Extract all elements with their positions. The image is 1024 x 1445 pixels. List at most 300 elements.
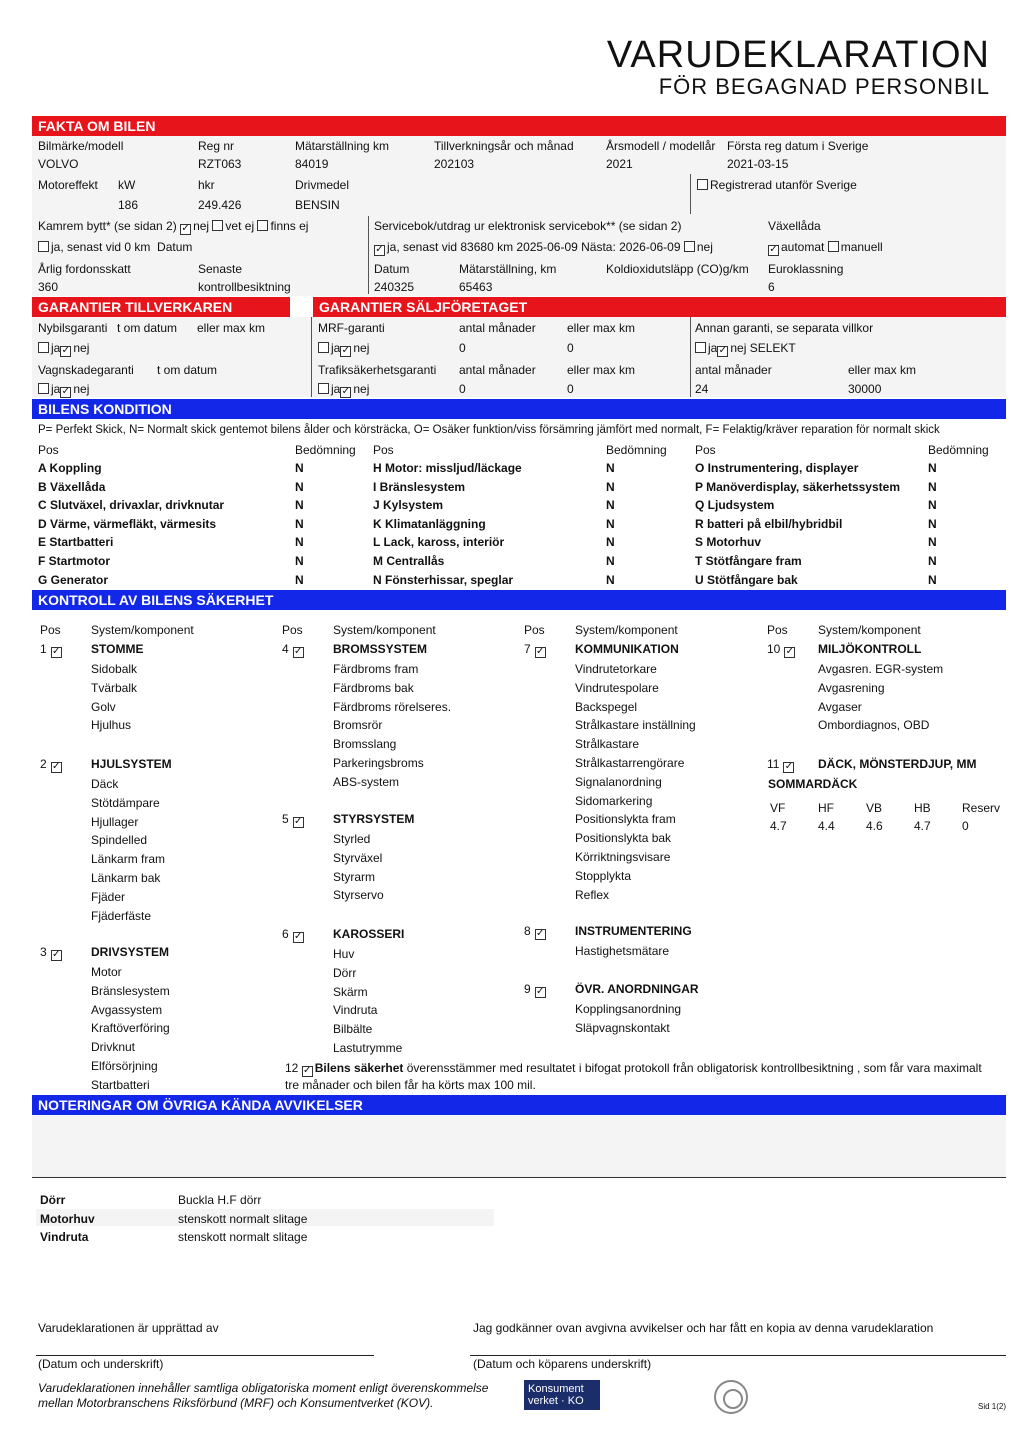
checkbox-icon[interactable]: [318, 383, 329, 394]
kondition-rating: N: [606, 479, 615, 494]
sak-group-title: DÄCK, MÖNSTERDJUP, MM: [818, 757, 977, 771]
checked-checkbox-icon[interactable]: ✓: [181, 223, 190, 234]
sak-item: Drivknut: [91, 1040, 136, 1055]
skatt-value: 360: [38, 280, 59, 294]
sak-group-title: STYRSYSTEM: [333, 812, 415, 826]
kondition-item: E Startbatteri: [38, 535, 114, 550]
note-part: Motorhuv: [40, 1211, 95, 1226]
drivmedel-label: Drivmedel: [295, 178, 350, 192]
tyre-head-vf: VF: [770, 801, 786, 815]
sak-item: Färdbroms bak: [333, 680, 414, 695]
kamrem-ja: ja, senast vid 0 km: [51, 240, 151, 254]
sak-pos-header: Pos: [767, 623, 788, 637]
matar-value: 84019: [295, 157, 329, 171]
sak-sys-header: System/komponent: [575, 623, 678, 637]
sak-item: Hjulhus: [91, 718, 132, 733]
checked-checkbox-icon[interactable]: ✓: [535, 646, 545, 657]
sak-item: Bromsslang: [333, 737, 397, 752]
sak-item: Släpvagnskontakt: [575, 1020, 670, 1035]
tyre-val-hf: 4.4: [818, 819, 835, 833]
note-text: Buckla H.F dörr: [178, 1193, 262, 1207]
sak-group-title: DRIVSYSTEM: [91, 945, 170, 959]
kond-bed-2: Bedömning: [606, 443, 667, 457]
sak-item: Backspegel: [575, 699, 638, 714]
trafik-maxkm-label: eller max km: [567, 363, 636, 377]
ja-label: ja: [331, 341, 341, 355]
checked-checkbox-icon[interactable]: ✓: [51, 761, 61, 772]
trafik-km-value: 0: [567, 382, 574, 396]
kondition-rating: N: [606, 498, 615, 513]
nybil-label: Nybilsgaranti: [38, 321, 108, 335]
sak-group-num: [40, 945, 64, 961]
sak-group-num: [282, 927, 306, 943]
sak-item: Hjullager: [91, 814, 139, 829]
sak-item: Färdbroms rörelseres.: [333, 699, 452, 714]
sak-item: Kraftöverföring: [91, 1021, 170, 1036]
sign2-label: (Datum och köparens underskrift): [473, 1357, 652, 1371]
euro-value: 6: [768, 280, 775, 294]
kondition-rating: N: [928, 479, 937, 494]
checkbox-icon[interactable]: [257, 220, 268, 231]
kamrem-row: [38, 219, 308, 235]
utanfor-checkbox-row[interactable]: [697, 178, 857, 192]
sak-item: Körriktningsvisare: [575, 850, 671, 864]
kondition-item: I Bränslesystem: [373, 479, 466, 494]
sak-item: Dörr: [333, 965, 357, 980]
ja-label: ja: [708, 341, 718, 355]
kamrem-finns: finns ej: [270, 219, 309, 233]
note-text: stenskott normalt slitage: [178, 1230, 308, 1244]
annan-km-label: eller max km: [848, 363, 917, 377]
sak-sys-header: System/komponent: [333, 623, 436, 637]
checkbox-icon[interactable]: [697, 179, 708, 190]
kondition-rating: N: [606, 516, 615, 531]
section-gar-salj-header: GARANTIER SÄLJFÖRETAGET: [313, 297, 1006, 317]
hkr-value: 249.426: [198, 198, 242, 212]
checkbox-icon[interactable]: [38, 342, 49, 353]
koldioxid-label: Koldioxidutsläpp (CO)g/km: [606, 262, 749, 276]
sak-item: Avgassystem: [91, 1002, 163, 1017]
sak-group-num: [767, 757, 796, 773]
motoreffekt-label: Motoreffekt: [38, 178, 98, 192]
ja-label: ja: [331, 382, 341, 396]
sak-item: Lastutrymme: [333, 1041, 403, 1055]
vagn-choice: [38, 382, 89, 398]
sak-group-title: ÖVR. ANORDNINGAR: [575, 982, 699, 996]
item12-text2: tre månader och bilen får ha körts max 100 mil.: [285, 1078, 536, 1092]
annan-man-value: 24: [695, 382, 709, 396]
bilmarke-value: VOLVO: [38, 157, 79, 171]
logo-line-2: verket · KO: [528, 1395, 584, 1407]
sak-group-title: INSTRUMENTERING: [575, 924, 692, 938]
euro-label: Euroklassning: [768, 262, 844, 276]
sak-item: Bränslesystem: [91, 983, 170, 998]
nybil-maxkm-label: eller max km: [197, 321, 266, 335]
disclaimer-2: mellan Motorbranschens Riksförbund (MRF) och Konsumentverket (KOV).: [38, 1396, 434, 1410]
group-number: 7: [524, 642, 531, 656]
sak-group-num: [40, 757, 64, 773]
note-text: stenskott normalt slitage: [178, 1211, 308, 1226]
tyre-label: SOMMARDÄCK: [768, 777, 858, 791]
nej-label: nej: [73, 382, 90, 396]
checked-checkbox-icon[interactable]: ✓: [718, 345, 728, 356]
servicebok-nej: nej: [696, 240, 713, 254]
sak-item: Positionslykta bak: [575, 831, 672, 846]
checked-checkbox-icon[interactable]: ✓: [293, 931, 303, 942]
kondition-rating: N: [295, 572, 304, 587]
mrf-maxkm-label: eller max km: [567, 321, 636, 335]
nej-label: nej: [353, 382, 370, 396]
hkr-label: hkr: [198, 178, 215, 192]
group-number: 8: [524, 924, 531, 938]
sak-group-num: [524, 642, 548, 658]
checkbox-icon[interactable]: [828, 241, 839, 252]
mrf-km-value: 0: [567, 341, 574, 355]
section-sakerhet-header: KONTROLL AV BILENS SÄKERHET: [32, 590, 1006, 610]
kondition-rating: N: [606, 572, 615, 587]
annan-km-value: 30000: [848, 382, 882, 396]
kond-pos-1: Pos: [38, 443, 59, 457]
group-number: 3: [40, 945, 47, 959]
kondition-rating: N: [295, 516, 304, 531]
vagn-tom-label: t om datum: [157, 363, 218, 377]
group-number: 11: [767, 757, 780, 771]
kondition-rating: N: [928, 461, 937, 475]
checkbox-icon[interactable]: [38, 383, 49, 394]
mrf-man-value: 0: [459, 341, 466, 355]
tyre-val-reserv: 0: [962, 819, 969, 833]
sak-item: Styrled: [333, 832, 371, 846]
checked-checkbox-icon[interactable]: ✓: [341, 386, 351, 397]
item12-num: 12: [285, 1061, 299, 1075]
note-part: Dörr: [40, 1193, 66, 1207]
sak-item: Bilbälte: [333, 1022, 373, 1037]
kond-pos-3: Pos: [695, 443, 716, 457]
section-kondition-header: BILENS KONDITION: [32, 399, 1006, 419]
mrf-choice: [318, 341, 369, 357]
kondition-rating: N: [606, 535, 615, 550]
checked-checkbox-icon[interactable]: ✓: [341, 345, 351, 356]
kondition-rating: N: [928, 516, 937, 531]
sak-group-title: HJULSYSTEM: [91, 757, 172, 771]
godkanner-label: Jag godkänner ovan avgivna avvikelser och har fått en kopia av denna varudeklaration: [473, 1321, 934, 1335]
nybil-tom-label: t om datum: [117, 321, 178, 335]
checkbox-icon[interactable]: [318, 342, 329, 353]
kondition-item: F Startmotor: [38, 554, 110, 568]
tyre-head-hb: HB: [914, 801, 931, 815]
sak-item: Sidobalk: [91, 662, 138, 676]
checked-checkbox-icon[interactable]: ✓: [303, 1065, 312, 1076]
item12-bold: Bilens säkerhet: [314, 1061, 404, 1075]
kondition-item: O Instrumentering, displayer: [695, 461, 859, 475]
sak-item: Spindelled: [91, 833, 148, 848]
kond-pos-2: Pos: [373, 443, 394, 457]
sak-item: Vindrutespolare: [575, 680, 659, 695]
item12-row: [285, 1061, 982, 1077]
arsmodell-label: Årsmodell / modellår: [606, 139, 716, 153]
upprattad-label: Varudeklarationen är upprättad av: [38, 1321, 219, 1335]
sak-group-title: BROMSSYSTEM: [333, 642, 428, 656]
section-gar-tillv-header: GARANTIER TILLVERKAREN: [32, 297, 290, 317]
kondition-legend: P= Perfekt Skick, N= Normalt skick gentemot bilens ålder och körsträcka, O= Osäker funktion/viss försämring jämfört med normalt, F= Felaktig/kräver reparation för normalt skick: [38, 424, 940, 436]
sak-pos-header: Pos: [40, 623, 61, 637]
mrf-manader-label: antal månader: [459, 321, 536, 335]
sak-group-title: MILJÖKONTROLL: [818, 642, 922, 656]
drivmedel-value: BENSIN: [295, 198, 340, 212]
kondition-item: H Motor: missljud/läckage: [373, 461, 522, 475]
kondition-item: C Slutväxel, drivaxlar, drivknutar: [38, 498, 225, 513]
sak-item: Startbatteri: [91, 1077, 150, 1092]
sak-group-num: [40, 642, 64, 658]
sak-group-num: [282, 642, 306, 658]
sak-item: Tvärbalk: [91, 680, 138, 695]
trafik-label: Trafiksäkerhetsgaranti: [318, 363, 437, 377]
group-number: 4: [282, 642, 289, 656]
bilmarke-label: Bilmärke/modell: [38, 139, 124, 153]
kondition-item: G Generator: [38, 572, 109, 587]
sak-item: Reflex: [575, 887, 610, 902]
forsta-value: 2021-03-15: [727, 157, 789, 171]
checkbox-icon[interactable]: [38, 241, 49, 252]
tillv-value: 202103: [434, 157, 475, 171]
logo-line-1: Konsument: [528, 1383, 584, 1395]
checked-checkbox-icon[interactable]: ✓: [293, 816, 303, 827]
sak-item: Styrväxel: [333, 850, 383, 865]
sak-group-title: KAROSSERI: [333, 927, 405, 941]
sak-item: Parkeringsbroms: [333, 756, 424, 770]
nybil-choice: [38, 341, 89, 357]
datum-value: 240325: [374, 280, 415, 294]
matar2-value: 65463: [459, 280, 493, 294]
nej-label: nej: [353, 341, 370, 355]
kondition-rating: N: [928, 498, 937, 513]
kondition-item: S Motorhuv: [695, 535, 761, 550]
checked-checkbox-icon[interactable]: ✓: [785, 646, 795, 657]
checkbox-icon[interactable]: [695, 342, 706, 353]
disclaimer-1: Varudeklarationen innehåller samtliga obligatoriska moment enligt överenskommelse: [38, 1381, 489, 1395]
annan-val: nej SELEKT: [730, 341, 796, 355]
item12-text: överensstämmer med resultatet i bifogat protokoll från obligatorisk kontrollbesiktning , som får vara maximalt: [403, 1061, 982, 1075]
kondition-item: T Stötfångare fram: [695, 554, 802, 568]
mrf-label: MRF-garanti: [318, 321, 385, 335]
sak-item: Positionslykta fram: [575, 812, 676, 827]
noteringar-panel: [32, 1115, 1006, 1177]
sak-sys-header: System/komponent: [91, 623, 194, 637]
checked-checkbox-icon[interactable]: ✓: [784, 761, 794, 772]
kondition-item: M Centrallås: [373, 554, 445, 568]
page-number: Sid 1(2): [978, 1402, 1007, 1411]
checked-checkbox-icon[interactable]: ✓: [61, 386, 71, 397]
sak-item: Länkarm bak: [91, 871, 161, 885]
tyre-head-hf: HF: [818, 801, 834, 815]
sak-item: Hastighetsmätare: [575, 944, 670, 958]
kondition-rating: N: [295, 535, 304, 550]
checked-checkbox-icon[interactable]: ✓: [61, 345, 71, 356]
sak-item: Vindrutetorkare: [575, 662, 657, 676]
kondition-item: L Lack, kaross, interiör: [373, 535, 505, 550]
sak-item: Fjäderfäste: [91, 908, 152, 923]
document-title: VARUDEKLARATION: [606, 34, 990, 76]
datum-label: Datum: [374, 262, 410, 276]
sak-item: Däck: [91, 777, 119, 791]
sak-item: Signalanordning: [575, 774, 662, 789]
sak-item: Avgasren. EGR-system: [818, 662, 944, 676]
checkbox-icon[interactable]: [212, 220, 223, 231]
kamrem-vetej: vet ej: [225, 219, 255, 233]
kondition-item: U Stötfångare bak: [695, 572, 798, 587]
sak-item: Skärm: [333, 984, 368, 999]
vaxellada-row: [768, 240, 883, 256]
senaste-label: Senaste: [198, 262, 243, 276]
vaxellada-label: Växellåda: [768, 219, 821, 233]
arsmodell-value: 2021: [606, 157, 633, 171]
sak-item: Stopplykta: [575, 868, 632, 883]
sak-item: Ombordiagnos, OBD: [818, 718, 930, 733]
kondition-rating: N: [295, 479, 304, 494]
kondition-rating: N: [606, 461, 615, 475]
forsta-label: Första reg datum i Sverige: [727, 139, 869, 153]
tyre-val-vb: 4.6: [866, 819, 883, 833]
sign1-label: (Datum och underskrift): [38, 1357, 164, 1371]
sak-item: Golv: [91, 699, 116, 714]
tyre-head-vb: VB: [866, 801, 883, 815]
group-number: 1: [40, 642, 47, 656]
tyre-val-vf: 4.7: [770, 819, 787, 833]
skatt-label: Årlig fordonsskatt: [38, 262, 131, 276]
kondition-rating: N: [295, 498, 304, 513]
tyre-val-hb: 4.7: [914, 819, 931, 833]
kondition-item: D Värme, värmefläkt, värmesits: [38, 516, 217, 531]
vaxel-manuell: manuell: [840, 240, 883, 254]
group-number: 2: [40, 757, 47, 771]
servicebok-label: Servicebok/utdrag ur elektronisk servicebok** (se sidan 2): [374, 219, 682, 233]
sak-item: Bromsrör: [333, 718, 383, 733]
checked-checkbox-icon[interactable]: ✓: [293, 646, 303, 657]
checked-checkbox-icon[interactable]: ✓: [51, 646, 61, 657]
sak-item: Avgaser: [818, 699, 862, 714]
kondition-item: N Fönsterhissar, speglar: [373, 572, 514, 587]
sak-item: Kopplingsanordning: [575, 1002, 682, 1016]
sak-group-num: [524, 924, 548, 940]
checked-checkbox-icon[interactable]: ✓: [769, 244, 778, 255]
vaxel-automat: automat: [781, 240, 825, 254]
kamrem-nej: nej: [193, 219, 210, 233]
checkbox-icon[interactable]: [684, 241, 695, 252]
kondition-item: Q Ljudsystem: [695, 498, 775, 513]
sak-group-num: [767, 642, 797, 658]
sak-item: Färdbroms fram: [333, 662, 419, 676]
sak-group-num: [524, 982, 548, 998]
checked-checkbox-icon[interactable]: ✓: [51, 949, 61, 960]
sak-group-num: [282, 812, 306, 828]
trafik-manader-label: antal månader: [459, 363, 536, 377]
document-subtitle: FÖR BEGAGNAD PERSONBIL: [658, 74, 990, 99]
checked-checkbox-icon[interactable]: ✓: [535, 928, 545, 939]
konsumentverket-logo: [524, 1380, 600, 1410]
servicebok-ja: ja, senast vid 83680 km 2025-06-09 Nästa: 2026-06-09: [387, 240, 681, 254]
group-number: 9: [524, 982, 531, 996]
kondition-rating: N: [606, 554, 615, 568]
kontroll-label: kontrollbesiktning: [198, 280, 291, 294]
kondition-rating: N: [928, 572, 937, 587]
mrf-seal-icon: [714, 1380, 748, 1414]
kond-bed-1: Bedömning: [295, 443, 356, 457]
section-noteringar-header: NOTERINGAR OM ÖVRIGA KÄNDA AVVIKELSER: [32, 1095, 1006, 1115]
matar2-label: Mätarställning, km: [459, 262, 557, 276]
annan-man-label: antal månader: [695, 363, 772, 377]
sak-item: Fjäder: [91, 889, 126, 904]
tyre-head-reserv: Reserv: [962, 801, 1001, 815]
regnr-label: Reg nr: [198, 139, 235, 153]
group-number: 6: [282, 927, 289, 941]
kondition-item: A Koppling: [38, 461, 102, 475]
vagn-label: Vagnskadegaranti: [38, 363, 134, 377]
checked-checkbox-icon[interactable]: ✓: [535, 986, 545, 997]
sak-item: Strålkastare: [575, 737, 640, 752]
trafik-man-value: 0: [459, 382, 466, 396]
kondition-item: R batteri på elbil/hybridbil: [695, 516, 843, 531]
sak-item: Stötdämpare: [91, 795, 160, 810]
kw-value: 186: [118, 198, 139, 212]
ja-label: ja: [51, 341, 61, 355]
sak-item: Motor: [91, 965, 122, 979]
kondition-rating: N: [295, 461, 304, 475]
kondition-item: P Manöverdisplay, säkerhetssystem: [695, 479, 900, 494]
sak-item: ABS-system: [333, 774, 400, 789]
utanfor-label: Registrerad utanför Sverige: [710, 178, 857, 192]
nej-label: nej: [73, 341, 90, 355]
sak-item: Huv: [333, 947, 355, 961]
sak-item: Strålkastarrengörare: [575, 756, 685, 770]
trafik-choice: [318, 382, 369, 398]
group-number: 10: [767, 642, 781, 656]
matar-label: Mätarställning km: [295, 139, 390, 153]
sak-pos-header: Pos: [282, 623, 303, 637]
sak-item: Sidomarkering: [575, 793, 653, 808]
kondition-rating: N: [928, 535, 937, 550]
checked-checkbox-icon[interactable]: ✓: [375, 244, 384, 255]
sak-sys-header: System/komponent: [818, 623, 921, 637]
section-fakta-header: FAKTA OM BILEN: [32, 116, 1006, 136]
sak-group-title: STOMME: [91, 642, 144, 656]
kond-bed-3: Bedömning: [928, 443, 989, 457]
annan-label: Annan garanti, se separata villkor: [695, 321, 874, 335]
group-number: 5: [282, 812, 289, 826]
note-part: Vindruta: [40, 1230, 89, 1244]
sak-item: Avgasrening: [818, 680, 885, 695]
sak-pos-header: Pos: [524, 623, 545, 637]
kondition-item: J Kylsystem: [373, 498, 444, 513]
servicebok-row: [374, 240, 713, 256]
sak-item: Länkarm fram: [91, 852, 166, 867]
kondition-rating: N: [295, 554, 304, 568]
sak-item: Elförsörjning: [91, 1059, 158, 1073]
sak-item: Styrarm: [333, 869, 375, 884]
regnr-value: RZT063: [198, 157, 242, 171]
kondition-item: K Klimatanläggning: [373, 516, 486, 531]
kondition-item: B Växellåda: [38, 479, 106, 494]
kw-label: kW: [118, 178, 136, 192]
kondition-rating: N: [928, 554, 937, 568]
sak-item: Strålkastare inställning: [575, 718, 696, 733]
kamrem-datum: Datum: [157, 240, 193, 254]
sak-item: Vindruta: [333, 1003, 378, 1018]
annan-choice: [695, 341, 796, 357]
sak-group-title: KOMMUNIKATION: [575, 642, 679, 656]
sak-item: Styrservo: [333, 888, 384, 903]
kamrem-ja-row: [38, 240, 192, 254]
kamrem-label: Kamrem bytt* (se sidan 2): [38, 219, 177, 233]
